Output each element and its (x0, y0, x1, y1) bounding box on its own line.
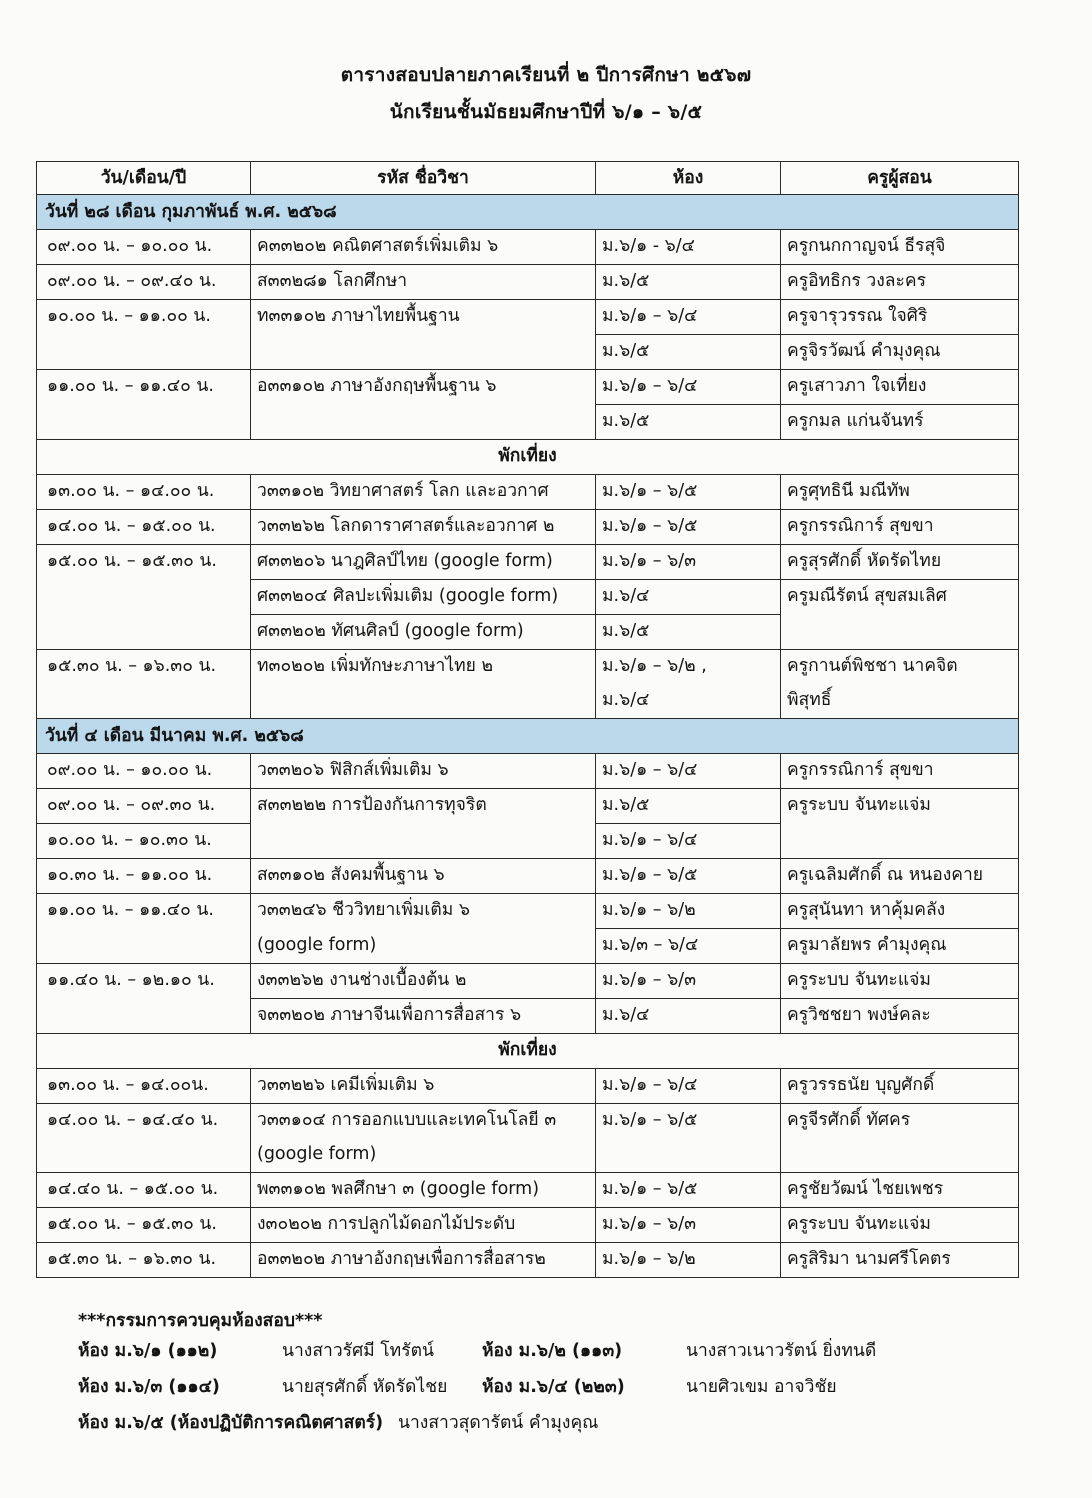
header-date: วัน/เดือน/ปี (37, 162, 251, 195)
teacher-cell: ครูมณีรัตน์ สุขสมเลิศ (781, 580, 1019, 650)
teacher-cell: ครูจารุวรรณ ใจศิริ (781, 300, 1019, 335)
subject-cell: ว๓๓๒๒๖ เคมีเพิ่มเติม ๖ (251, 1069, 596, 1104)
subject-cell: ศ๓๓๒๐๒ ทัศนศิลป์ (google form) (251, 615, 596, 650)
subject-cell: (google form) (251, 1138, 596, 1173)
time-cell: ๑๔.๔๐ น. – ๑๕.๐๐ น. (37, 1173, 251, 1208)
room-cell: ม.๖/๑ – ๖/๔ (596, 754, 781, 789)
lunch-label: พักเที่ยง (37, 440, 1019, 475)
subject-cell: อ๓๓๒๐๒ ภาษาอังกฤษเพื่อการสื่อสาร๒ (251, 1243, 596, 1278)
teacher-cell: ครูอิทธิกร วงละคร (781, 265, 1019, 300)
room-cell: ม.๖/๑ – ๖/๕ (596, 859, 781, 894)
committee-member: นางสาวสุดารัตน์ คำมุงคุณ (398, 1413, 599, 1433)
table-row (37, 1243, 1019, 1278)
teacher-cell: ครูเสาวภา ใจเที่ยง (781, 370, 1019, 405)
subject-cell: ท๓๐๒๐๒ เพิ่มทักษะภาษาไทย ๒ (251, 650, 596, 719)
time-cell: ๑๔.๐๐ น. – ๑๔.๔๐ น. (37, 1104, 251, 1173)
table-row (37, 650, 1019, 685)
time-cell: ๑๓.๐๐ น. – ๑๔.๐๐น. (37, 1069, 251, 1104)
table-row (37, 859, 1019, 894)
table-row (37, 510, 1019, 545)
teacher-cell: ครูมาลัยพร คำมุงคุณ (781, 929, 1019, 964)
lunch-label: พักเที่ยง (37, 1034, 1019, 1069)
committee-room: ห้อง ม.๖/๕ (ห้องปฏิบัติการคณิตศาสตร์) (78, 1413, 384, 1433)
committee-title: ***กรรมการควบคุมห้องสอบ*** (78, 1311, 323, 1331)
teacher-cell: ครูกรรณิการ์ สุขขา (781, 510, 1019, 545)
room-cell: ม.๖/๑ – ๖/๔ (596, 370, 781, 405)
room-cell: ม.๖/๓ – ๖/๔ (596, 929, 781, 964)
room-cell: ม.๖/๑ – ๖/๕ (596, 1173, 781, 1208)
committee-member: นางสาวรัศมี โทรัตน์ (282, 1341, 434, 1361)
room-cell: ม.๖/๑ – ๖/๓ (596, 964, 781, 999)
teacher-cell: ครูสุนันทา หาคุ้มคลัง (781, 894, 1019, 929)
subject-cell: ศ๓๓๒๐๔ ศิลปะเพิ่มเติม (google form) (251, 580, 596, 615)
table-row (37, 1208, 1019, 1243)
table-row (37, 754, 1019, 789)
time-cell: ๑๐.๓๐ น. – ๑๑.๐๐ น. (37, 859, 251, 894)
time-cell: ๑๕.๓๐ น. – ๑๖.๓๐ น. (37, 650, 251, 719)
room-cell: ม.๖/๔ (596, 999, 781, 1034)
subject-cell: ว๓๓๑๐๒ วิทยาศาสตร์ โลก และอวกาศ (251, 475, 596, 510)
teacher-cell: ครูชัยวัฒน์ ไชยเพชร (781, 1173, 1019, 1208)
lunch-break-row (37, 440, 1019, 475)
subject-cell: ส๓๓๒๘๑ โลกศึกษา (251, 265, 596, 300)
time-cell: ๐๙.๐๐ น. – ๐๙.๓๐ น. (37, 789, 251, 824)
room-cell: ม.๖/๑ – ๖/๕ (596, 510, 781, 545)
header-room: ห้อง (596, 162, 781, 195)
header-subject: รหัส ชื่อวิชา (251, 162, 596, 195)
day-header-row (37, 719, 1019, 754)
header-row (37, 162, 1019, 195)
teacher-cell: ครูกานต์พิชชา นาคจิต (781, 650, 1019, 685)
table-row (37, 230, 1019, 265)
room-cell: ม.๖/๑ – ๖/๒ , (596, 650, 781, 685)
time-cell: ๑๓.๐๐ น. – ๑๔.๐๐ น. (37, 475, 251, 510)
teacher-cell: พิสุทธิ์ (781, 684, 1019, 719)
room-cell: ม.๖/๑ – ๖/๔ (596, 824, 781, 859)
subject-cell: ง๓๐๒๐๒ การปลูกไม้ดอกไม้ประดับ (251, 1208, 596, 1243)
table-row (37, 545, 1019, 580)
room-cell: ม.๖/๑ - ๖/๔ (596, 230, 781, 265)
time-cell: ๑๑.๐๐ น. – ๑๑.๔๐ น. (37, 370, 251, 440)
subject-cell: ส๓๓๒๒๒ การป้องกันการทุจริต (251, 789, 596, 859)
subject-cell: ว๓๓๒๔๖ ชีววิทยาเพิ่มเติม ๖ (251, 894, 596, 929)
room-cell: ม.๖/๑ – ๖/๕ (596, 1104, 781, 1173)
subject-cell: ว๓๓๑๐๔ การออกแบบและเทคโนโลยี ๓ (251, 1104, 596, 1139)
exam-schedule-table (36, 161, 1019, 1278)
time-cell: ๐๙.๐๐ น. – ๐๙.๔๐ น. (37, 265, 251, 300)
table-row (37, 370, 1019, 405)
table-row (37, 265, 1019, 300)
table-row (37, 964, 1019, 999)
subject-cell: ศ๓๓๒๐๖ นาฎศิลป์ไทย (google form) (251, 545, 596, 580)
header-teacher: ครูผู้สอน (781, 162, 1019, 195)
committee-member: นายสุรศักดิ์ หัดรัดไชย (282, 1377, 448, 1397)
room-cell: ม.๖/๑ – ๖/๒ (596, 1243, 781, 1278)
time-cell: ๑๐.๐๐ น. – ๑๑.๐๐ น. (37, 300, 251, 370)
teacher-cell: ครูศุทธินี มณีทัพ (781, 475, 1019, 510)
subject-cell: พ๓๓๑๐๒ พลศึกษา ๓ (google form) (251, 1173, 596, 1208)
room-cell: ม.๖/๕ (596, 335, 781, 370)
room-cell: ม.๖/๕ (596, 265, 781, 300)
subject-cell: อ๓๓๑๐๒ ภาษาอังกฤษพื้นฐาน ๖ (251, 370, 596, 440)
subject-cell: ง๓๓๒๖๒ งานช่างเบื้องต้น ๒ (251, 964, 596, 999)
subject-cell: ค๓๓๒๐๒ คณิตศาสตร์เพิ่มเติม ๖ (251, 230, 596, 265)
day-label: วันที่ ๒๘ เดือน กุมภาพันธ์ พ.ศ. ๒๕๖๘ (37, 195, 1019, 230)
teacher-cell: ครูจิรวัฒน์ คำมุงคุณ (781, 335, 1019, 370)
room-cell: ม.๖/๕ (596, 615, 781, 650)
committee-room: ห้อง ม.๖/๒ (๑๑๓) (482, 1341, 623, 1361)
committee-room: ห้อง ม.๖/๓ (๑๑๔) (78, 1377, 220, 1397)
committee-member: นางสาวเนาวรัตน์ ยิ่งทนดี (686, 1341, 877, 1361)
table-row (37, 300, 1019, 335)
teacher-cell: ครูเฉลิมศักดิ์ ณ หนองคาย (781, 859, 1019, 894)
committee-member: นายศิวเขม อาจวิชัย (686, 1377, 837, 1397)
subject-cell: ส๓๓๑๐๒ สังคมพื้นฐาน ๖ (251, 859, 596, 894)
subject-cell: จ๓๓๒๐๒ ภาษาจีนเพื่อการสื่อสาร ๖ (251, 999, 596, 1034)
room-cell: ม.๖/๑ – ๖/๔ (596, 300, 781, 335)
time-cell: ๑๔.๐๐ น. – ๑๕.๐๐ น. (37, 510, 251, 545)
teacher-cell: ครูระบบ จันทะแจ่ม (781, 964, 1019, 999)
teacher-cell: ครูระบบ จันทะแจ่ม (781, 789, 1019, 859)
committee-room: ห้อง ม.๖/๑ (๑๑๒) (78, 1341, 218, 1361)
time-cell: ๑๑.๐๐ น. – ๑๑.๔๐ น. (37, 894, 251, 964)
time-cell: ๑๕.๓๐ น. – ๑๖.๓๐ น. (37, 1243, 251, 1278)
subject-cell: ท๓๓๑๐๒ ภาษาไทยพื้นฐาน (251, 300, 596, 370)
table-row (37, 1104, 1019, 1139)
committee-row (78, 1372, 1038, 1408)
committee-row (78, 1408, 1038, 1444)
time-cell: ๐๙.๐๐ น. – ๑๐.๐๐ น. (37, 754, 251, 789)
time-cell: ๑๕.๐๐ น. – ๑๕.๓๐ น. (37, 1208, 251, 1243)
committee-room: ห้อง ม.๖/๔ (๒๒๓) (482, 1377, 625, 1397)
teacher-cell: ครูกนกกาญจน์ ธีรสุจิ (781, 230, 1019, 265)
committee-section (78, 1306, 1038, 1444)
room-cell: ม.๖/๕ (596, 405, 781, 440)
teacher-cell: ครูกรรณิการ์ สุขขา (781, 754, 1019, 789)
room-cell: ม.๖/๑ – ๖/๓ (596, 1208, 781, 1243)
committee-row (78, 1336, 1038, 1372)
subject-cell: ว๓๓๒๐๖ ฟิสิกส์เพิ่มเติม ๖ (251, 754, 596, 789)
page-subtitle: นักเรียนชั้นมัธยมศึกษาปีที่ ๖/๑ – ๖/๕ (389, 101, 703, 123)
lunch-break-row (37, 1034, 1019, 1069)
room-cell: ม.๖/๑ – ๖/๒ (596, 894, 781, 929)
time-cell: ๐๙.๐๐ น. – ๑๐.๐๐ น. (37, 230, 251, 265)
table-row (37, 789, 1019, 824)
subject-cell: (google form) (251, 929, 596, 964)
room-cell: ม.๖/๑ – ๖/๕ (596, 475, 781, 510)
room-cell: ม.๖/๔ (596, 684, 781, 719)
room-cell: ม.๖/๑ – ๖/๓ (596, 545, 781, 580)
room-cell: ม.๖/๔ (596, 580, 781, 615)
teacher-cell: ครูวิชชยา พงษ์คละ (781, 999, 1019, 1034)
table-row (37, 1069, 1019, 1104)
time-cell: ๑๑.๔๐ น. – ๑๒.๑๐ น. (37, 964, 251, 1034)
table-row (37, 475, 1019, 510)
room-cell: ม.๖/๕ (596, 789, 781, 824)
teacher-cell: ครูวรรธนัย บุญศักดิ์ (781, 1069, 1019, 1104)
time-cell: ๑๐.๐๐ น. – ๑๐.๓๐ น. (37, 824, 251, 859)
teacher-cell: ครูสุรศักดิ์ หัดรัดไทย (781, 545, 1019, 580)
teacher-cell: ครูกมล แก่นจันทร์ (781, 405, 1019, 440)
room-cell: ม.๖/๑ – ๖/๔ (596, 1069, 781, 1104)
page-title: ตารางสอบปลายภาคเรียนที่ ๒ ปีการศึกษา ๒๕๖๗ (340, 64, 752, 86)
table-row (37, 1173, 1019, 1208)
day-label: วันที่ ๔ เดือน มีนาคม พ.ศ. ๒๕๖๘ (37, 719, 1019, 754)
day-header-row (37, 195, 1019, 230)
subject-cell: ว๓๓๒๖๒ โลกดาราศาสตร์และอวกาศ ๒ (251, 510, 596, 545)
teacher-cell: ครูสิริมา นามศรีโคตร (781, 1243, 1019, 1278)
teacher-cell: ครูระบบ จันทะแจ่ม (781, 1208, 1019, 1243)
teacher-cell: ครูจีรศักดิ์ ทัศคร (781, 1104, 1019, 1173)
time-cell: ๑๕.๐๐ น. – ๑๕.๓๐ น. (37, 545, 251, 650)
table-row (37, 894, 1019, 929)
